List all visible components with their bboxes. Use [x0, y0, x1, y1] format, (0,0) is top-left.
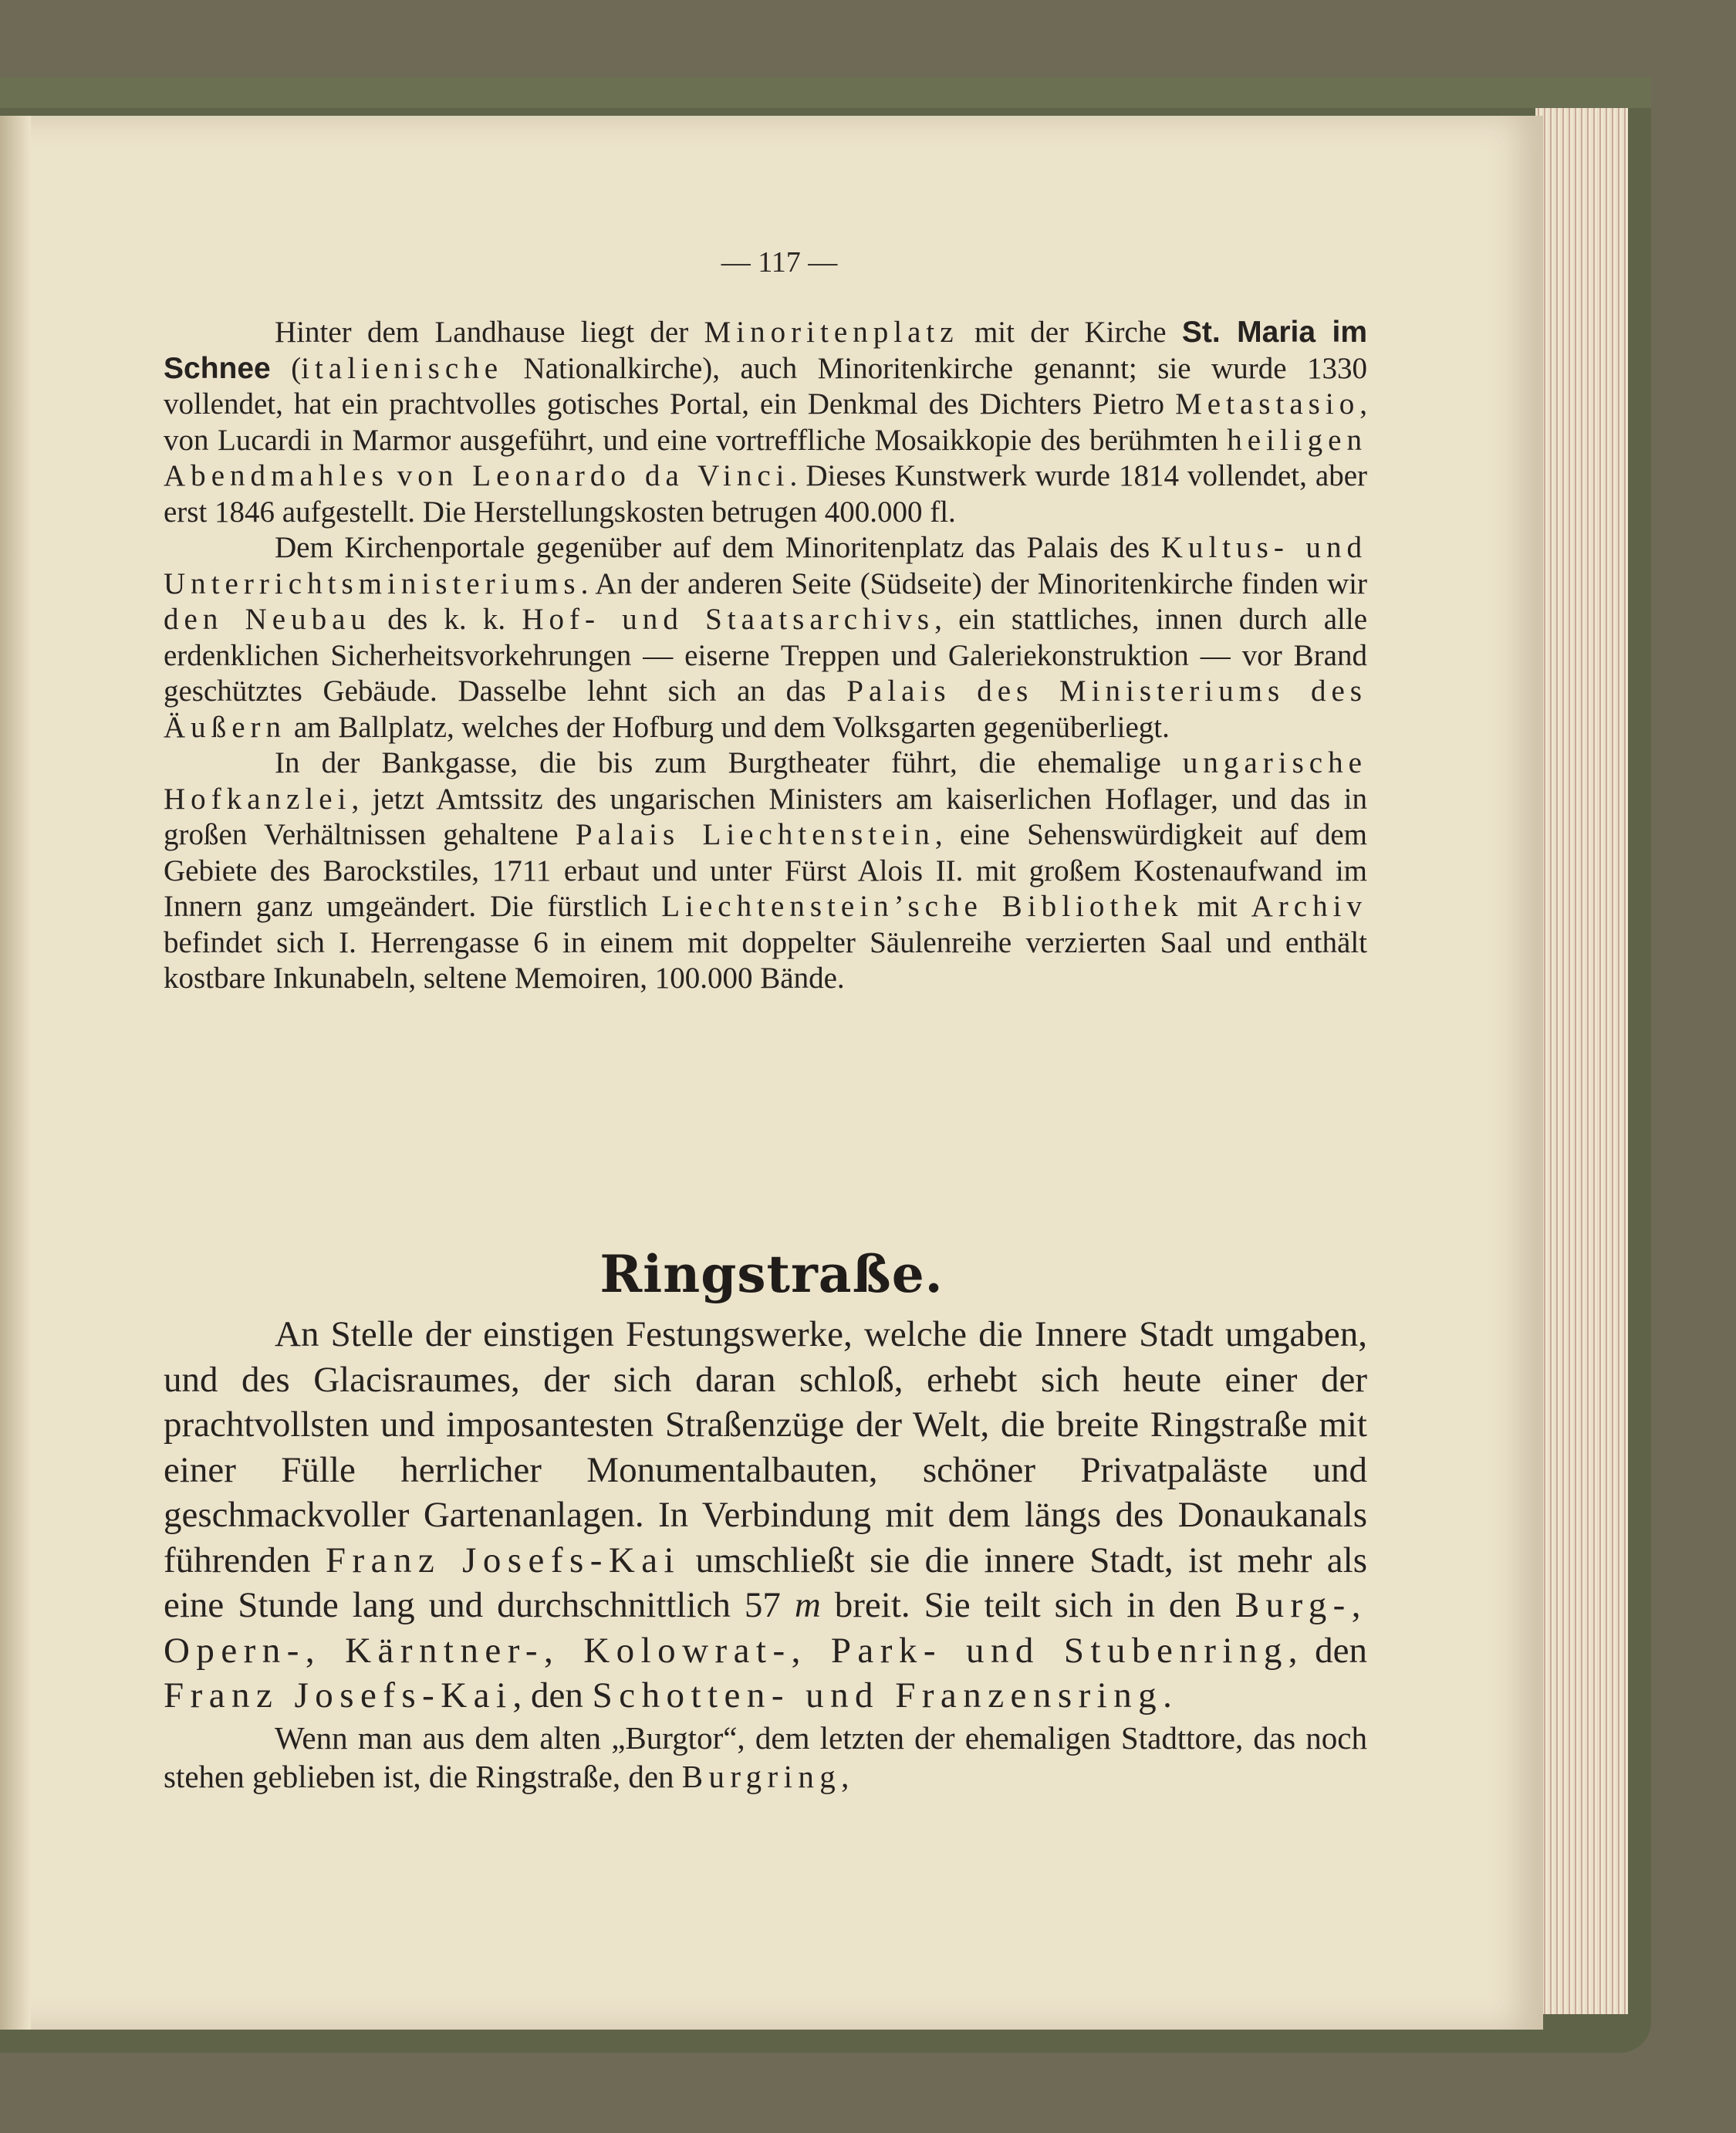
text-sp: Palais des Ministeriums des Äußern: [164, 674, 1367, 744]
page-gutter: [0, 116, 31, 2030]
text-run: mit der Kirche: [958, 316, 1182, 349]
text-sans: St. Maria im Schnee: [164, 316, 1367, 385]
text-run: Wenn man aus dem alten „Burgtor“, dem letzten der ehemaligen Stadttore, das noch stehen geblieben ist, die Ringstraße, den: [164, 1719, 1367, 1794]
text-run: Dem Kirchenportale gegenüber auf dem Minoritenplatz das Palais des: [275, 531, 1161, 564]
text-sp: Schotten- und Franzensring: [592, 1675, 1164, 1716]
paragraph: [164, 315, 1367, 530]
upper-text-block: [164, 315, 1367, 997]
text-run: In der Bankgasse, die bis zum Burgtheater führt, die ehemalige: [275, 746, 1183, 779]
text-sp: Burg-, Opern-, Kärntner-, Kolowrat-, Park- und Stubenring: [164, 1585, 1367, 1671]
text-sp: Hof- und Staatsarchivs: [522, 603, 935, 636]
text-run: , eine Sehenswürdigkeit auf dem Gebiete des Barockstiles, 1711 erbaut und unter Fürst Alois II. mit großem Kostenaufwand im Innern ganz umgeändert. Die fürstlich: [164, 818, 1367, 923]
text-sp: Archiv: [1251, 890, 1367, 923]
text-run: , jetzt Amtssitz des ungarischen Ministers am kaiserlichen Hoflager, und das in großen Verhältnissen gehaltene: [164, 782, 1367, 851]
text-run: befindet sich I. Herrengasse 6 in einem mit doppelter Säulenreihe verzierten Saal und enthält kostbare Inkunabeln, seltene Memoiren, 100.000 Bände.: [164, 925, 1367, 995]
text-run: breit. Sie teilt sich in den: [820, 1585, 1235, 1625]
text-sp: den Neubau: [164, 603, 372, 636]
paragraph: [164, 530, 1367, 745]
text-run: An Stelle der einstigen Festungswerke, welche die Innere Stadt umgaben, und des Glacisraumes, der sich daran schloß, erhebt sich heute einer der prachtvollsten und imposantesten Straßenzüge der Welt, die breite Ringstraße mit einer Fülle herrlicher Monumentalbauten, schöner Privatpaläste und geschmackvoller Gartenanlagen. In Verbindung mit dem längs des Donaukanals führenden: [164, 1314, 1367, 1580]
text-sp: heiligen Abendmahles: [164, 423, 1367, 492]
section-heading: Ringstraße.: [599, 1244, 944, 1304]
text-run: (: [270, 351, 302, 385]
text-run: am Ballplatz, welches der Hofburg und dem Volksgarten gegenüberliegt.: [286, 710, 1170, 744]
text-run: Nationalkirche), auch Minoritenkirche genannt; sie wurde 1330 vollendet, hat ein prachtvolles gotisches Portal, ein Denkmal des Dichters Pietro: [164, 351, 1367, 421]
paragraph: [164, 745, 1367, 997]
text-run: , von Lucardi in Marmor ausgeführt, und eine vortreffliche Mosaikkopie des berühmten: [164, 387, 1367, 457]
text-it: m: [794, 1585, 821, 1625]
text-run: . Dieses Kunstwerk wurde 1814 vollendet, aber erst 1846 aufgestellt. Die Herstellungskosten betrugen 400.000 fl.: [164, 459, 1368, 529]
lower-text-block: [164, 1312, 1367, 1796]
text-sp: ungarische Hofkanzlei: [164, 746, 1367, 816]
text-sp: italienische: [301, 351, 504, 385]
text-sp: Kultus- und Unterrichtsministeriums: [164, 531, 1367, 600]
text-sp: Metastasio: [1175, 387, 1360, 421]
text-sp: Minoritenplatz: [704, 316, 959, 349]
text-sp: Palais Liechtenstein: [575, 818, 935, 851]
text-sp: Franz Josefs-Kai: [325, 1540, 681, 1580]
text-run: [389, 459, 397, 492]
page-edges: [1535, 108, 1628, 2014]
text-run: mit: [1183, 890, 1251, 923]
page-number: — 117 —: [721, 246, 838, 279]
text-sp: Liechtenstein’sche Bibliothek: [661, 890, 1184, 923]
text-run: , ein stattliches, innen durch alle erdenklichen Sicherheitsvorkehrungen — eiserne Treppen und Galeriekonstruktion — vor Brand geschütztes Gebäude. Dasselbe lehnt sich an das: [164, 603, 1368, 708]
text-run: Hinter dem Landhause liegt der: [275, 316, 704, 349]
paragraph: [164, 1312, 1367, 1719]
text-sp: Burgring: [681, 1758, 842, 1794]
text-sp: von Leonardo da Vinci: [397, 459, 790, 492]
text-run: , den: [1288, 1630, 1367, 1671]
text-run: ,: [841, 1758, 849, 1794]
paragraph: [164, 1719, 1367, 1796]
book-cover-top: [0, 77, 1651, 108]
text-run: , den: [512, 1675, 593, 1716]
text-sp: Franz Josefs-Kai: [164, 1675, 513, 1716]
text-run: des k. k.: [371, 603, 522, 636]
text-run: .: [1163, 1675, 1172, 1716]
text-run: . An der anderen Seite (Südseite) der Minoritenkirche finden wir: [580, 566, 1367, 600]
text-run: umschließt sie die innere Stadt, ist mehr als eine Stunde lang und durchschnittlich 57: [164, 1540, 1367, 1625]
